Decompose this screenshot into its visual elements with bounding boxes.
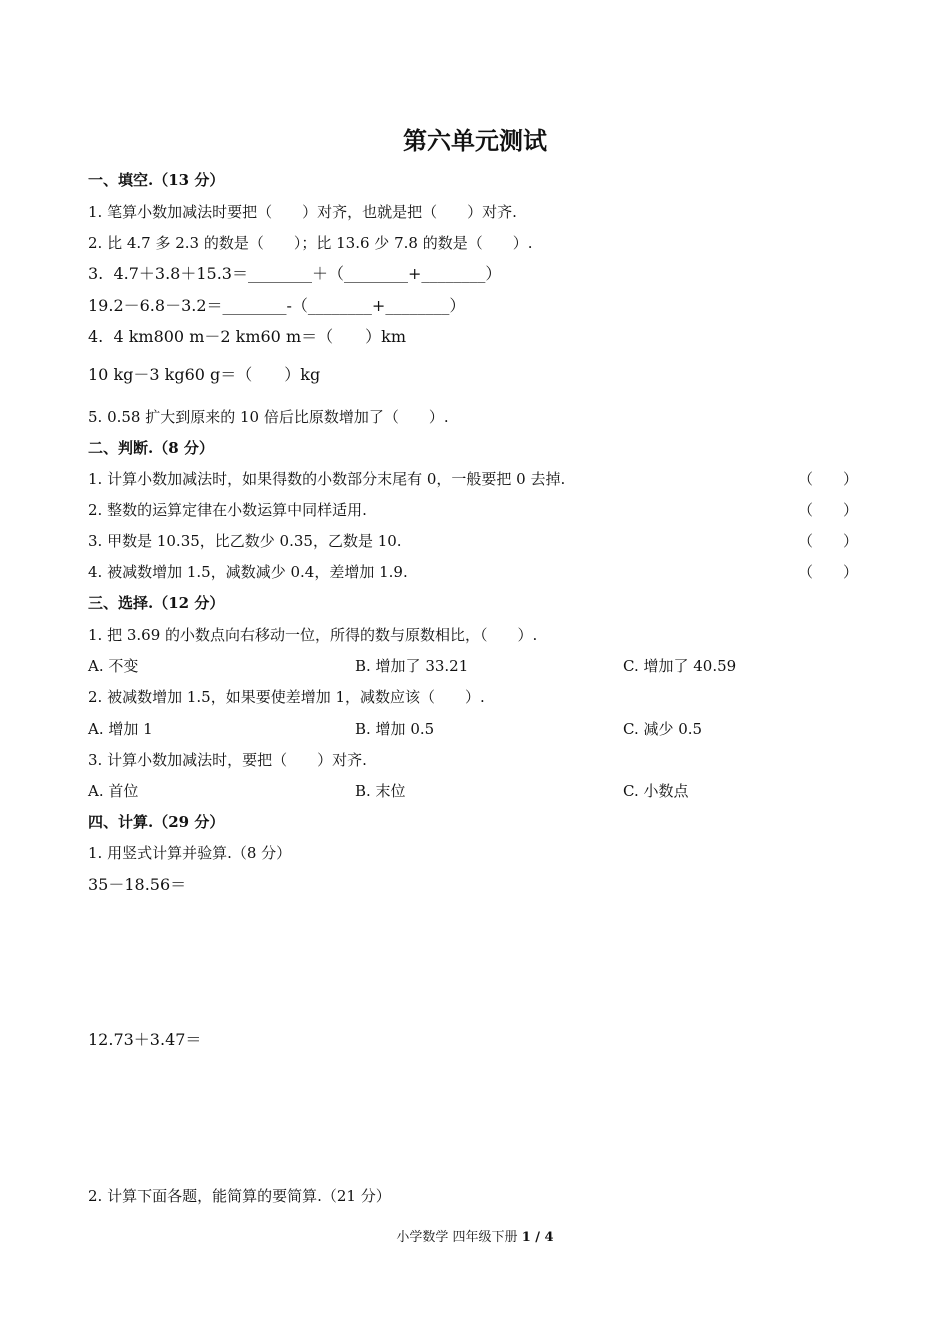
- judge-item-4: 4. 被减数增加 1.5，减数减少 0.4，差增加 1.9.: [88, 563, 408, 581]
- choice-question-2: 2. 被减数增加 1.5，如果要使差增加 1，减数应该（ ）.: [88, 688, 485, 706]
- judge-item-3: 3. 甲数是 10.35，比乙数少 0.35，乙数是 10.: [88, 532, 402, 550]
- judge-item-1: 1. 计算小数加减法时，如果得数的小数部分末尾有 0，一般要把 0 去掉.: [88, 470, 566, 488]
- choice-question-1: 1. 把 3.69 的小数点向右移动一位，所得的数与原数相比，（ ）.: [88, 626, 538, 644]
- choice-2-option-c: C. 减少 0.5: [623, 720, 703, 738]
- section-heading-choice: 三、选择.（12 分）: [88, 594, 225, 612]
- choice-2-option-a: A. 增加 1: [88, 720, 153, 738]
- choice-2-option-b: B. 增加 0.5: [355, 720, 435, 738]
- choice-question-3: 3. 计算小数加减法时，要把（ ）对齐.: [88, 751, 367, 769]
- calc-question-2: 2. 计算下面各题，能简算的要简算.（21 分）: [88, 1187, 391, 1205]
- choice-1-option-b: B. 增加了 33.21: [355, 657, 469, 675]
- calc-expression-2: 12.73＋3.47＝: [88, 1030, 202, 1049]
- judge-blank-4: （ ）: [798, 563, 859, 581]
- judge-item-2: 2. 整数的运算定律在小数运算中同样适用.: [88, 501, 367, 519]
- choice-1-option-a: A. 不变: [88, 657, 139, 675]
- page-title: 第六单元测试: [403, 126, 547, 155]
- section-heading-fill: 一、填空.（13 分）: [88, 171, 225, 189]
- judge-blank-3: （ ）: [798, 532, 859, 550]
- question-1-3b: 19.2－6.8－3.2＝________-（________+________）: [88, 296, 466, 315]
- choice-3-option-b: B. 末位: [355, 782, 406, 800]
- calc-question-1: 1. 用竖式计算并验算.（8 分）: [88, 844, 292, 862]
- question-1-3a: 3. 4.7＋3.8＋15.3＝________＋（________+________）: [88, 264, 502, 283]
- footer-label: 小学数学 四年级下册: [396, 1230, 522, 1245]
- judge-blank-2: （ ）: [798, 501, 859, 519]
- choice-1-option-c: C. 增加了 40.59: [623, 657, 737, 675]
- question-1-4b: 10 kg－3 kg60 g＝（ ）kg: [88, 365, 321, 384]
- section-heading-calc: 四、计算.（29 分）: [88, 813, 225, 831]
- question-1-1: 1. 笔算小数加减法时要把（ ）对齐，也就是把（ ）对齐.: [88, 203, 517, 221]
- question-1-5: 5. 0.58 扩大到原来的 10 倍后比原数增加了（ ）.: [88, 408, 449, 426]
- calc-expression-1: 35－18.56＝: [88, 875, 187, 894]
- question-1-4a: 4. 4 km800 m－2 km60 m＝（ ）km: [88, 327, 406, 346]
- judge-blank-1: （ ）: [798, 470, 859, 488]
- page-footer: [0, 1230, 950, 1246]
- choice-3-option-c: C. 小数点: [623, 782, 689, 800]
- choice-3-option-a: A. 首位: [88, 782, 139, 800]
- page-number: 1 / 4: [521, 1230, 554, 1245]
- section-heading-judge: 二、判断.（8 分）: [88, 439, 214, 457]
- question-1-2: 2. 比 4.7 多 2.3 的数是（ ）；比 13.6 少 7.8 的数是（ ）.: [88, 234, 533, 252]
